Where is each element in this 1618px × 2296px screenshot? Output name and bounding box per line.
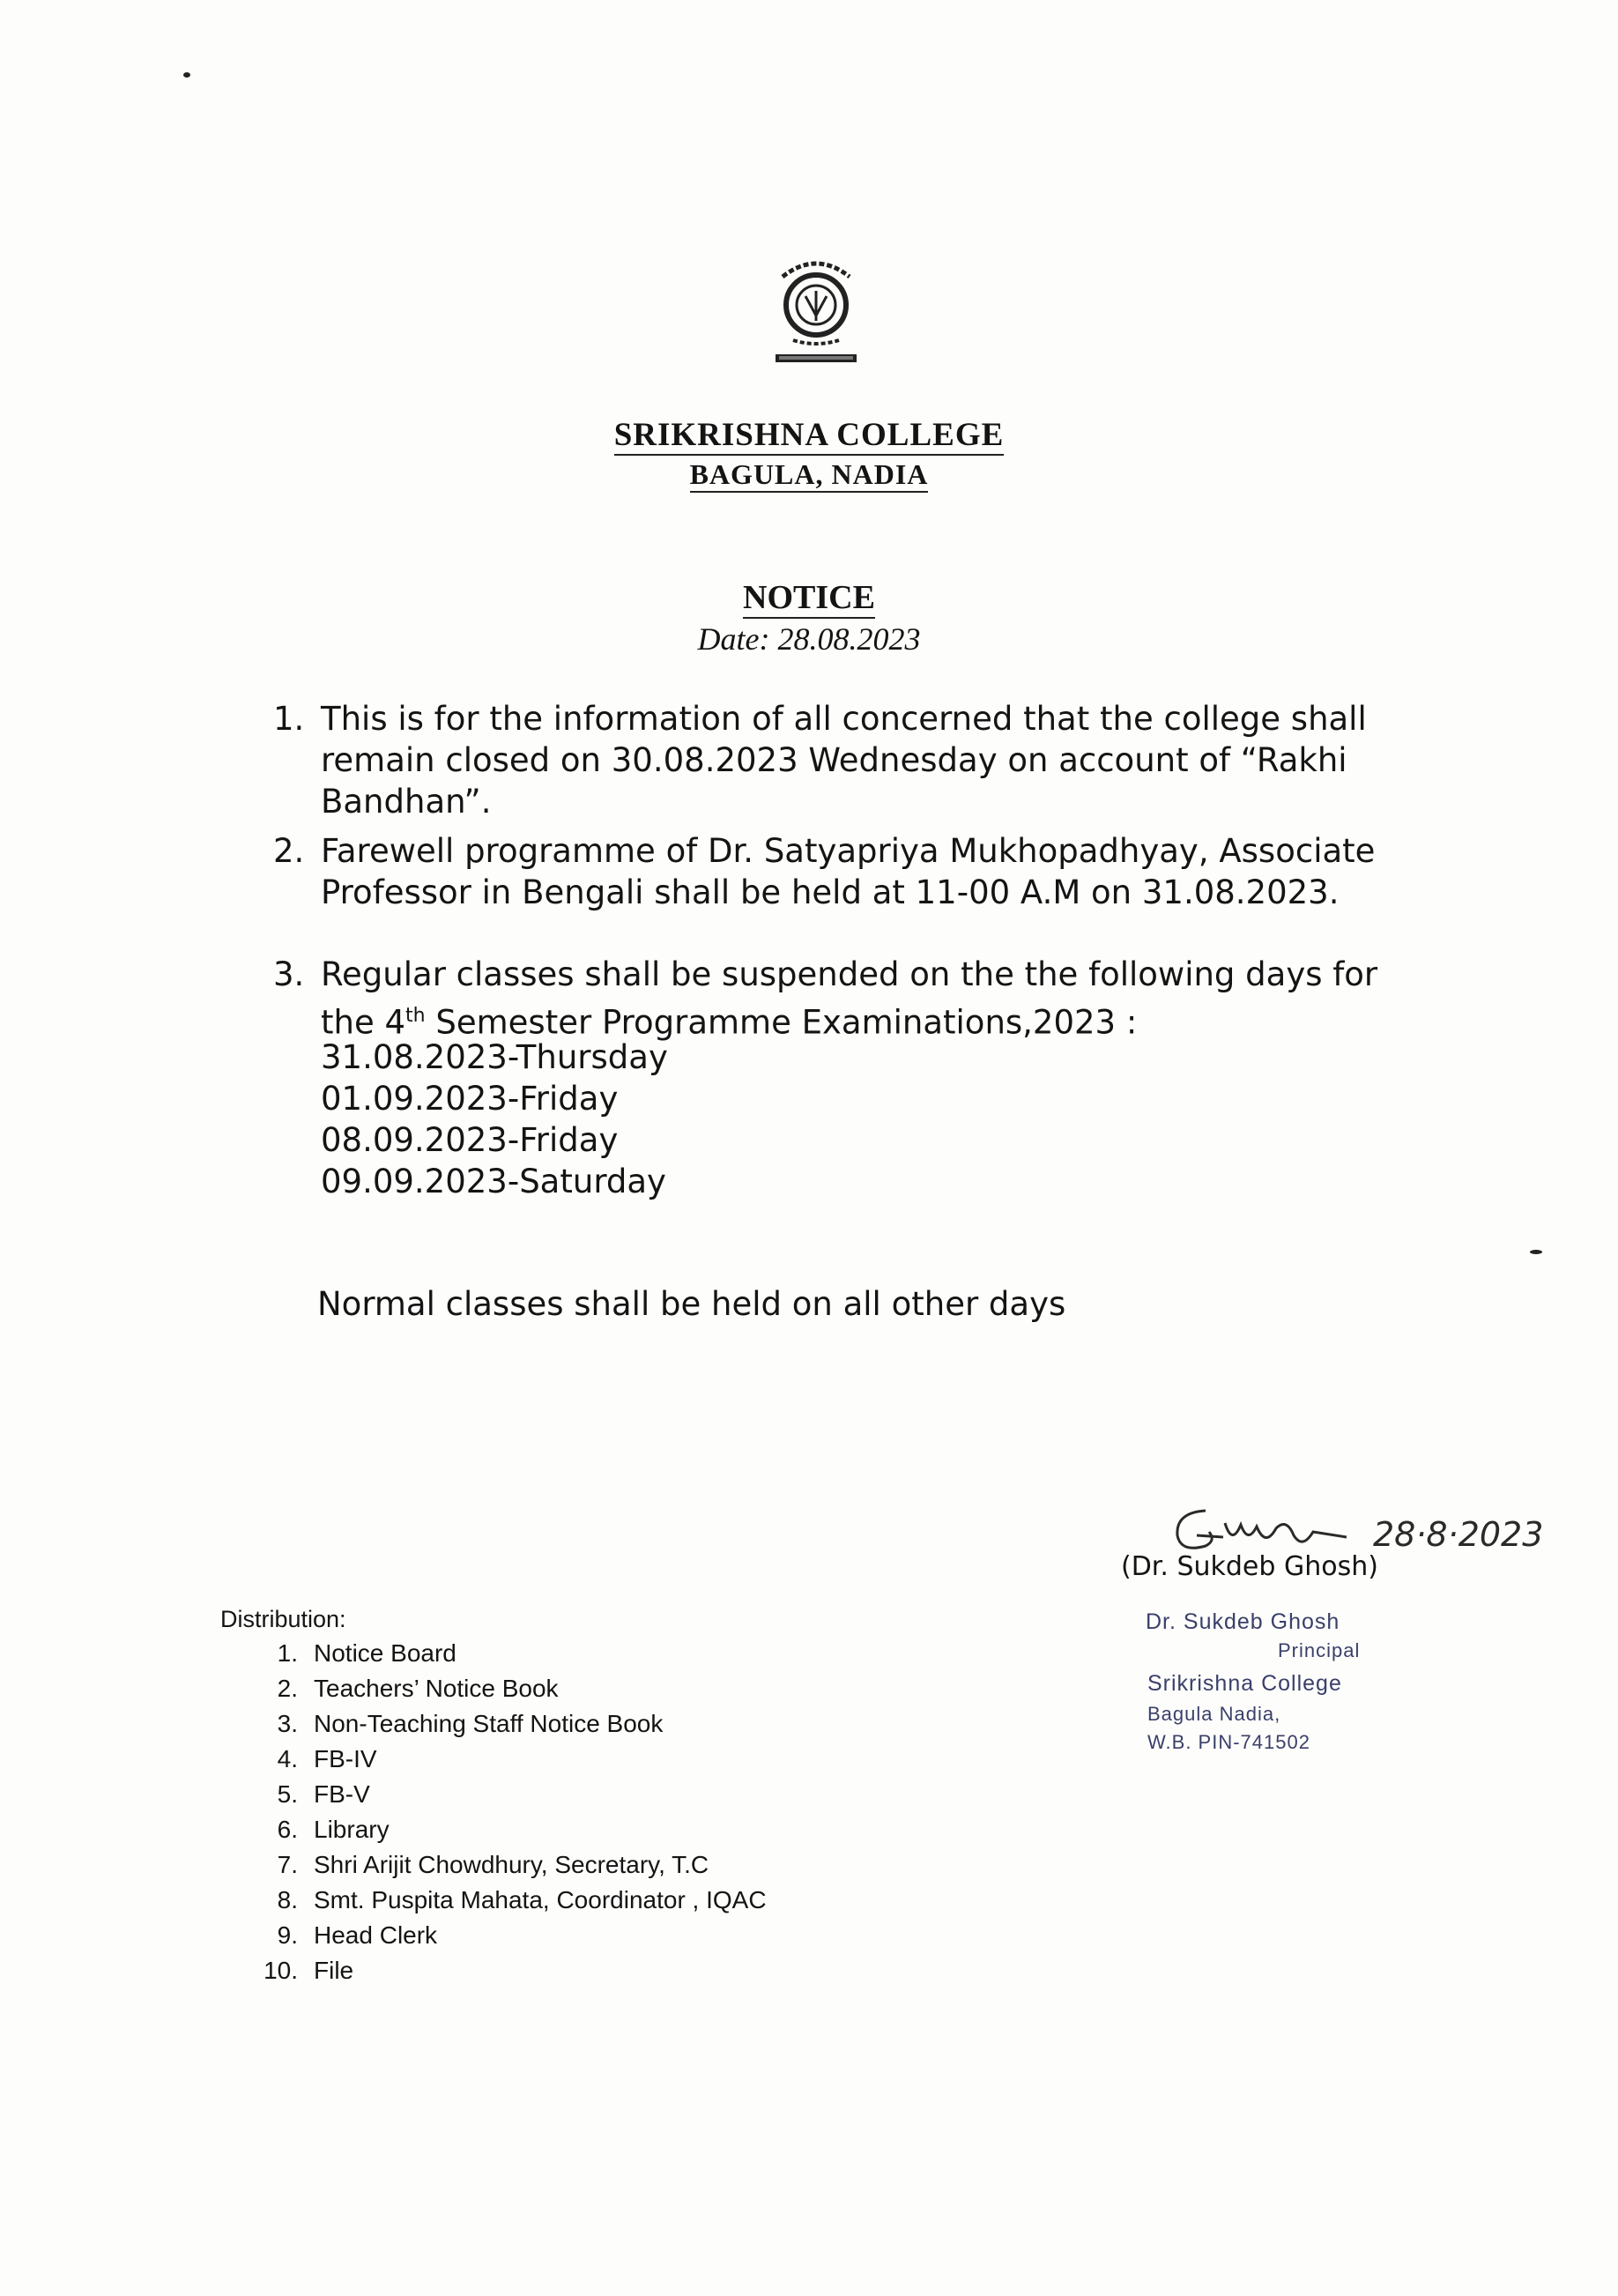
distribution-item: 5. FB-V (277, 1780, 370, 1808)
notice-title: NOTICE (0, 578, 1618, 617)
distribution-item: 9. Head Clerk (277, 1921, 438, 1949)
svg-text:28·8·2023: 28·8·2023 (1373, 1515, 1544, 1554)
exam-day: 31.08.2023-Thursday (321, 1038, 668, 1076)
item-line: the 4th Semester Programme Examinations,2023 : (321, 1003, 1138, 1042)
distribution-item: 2. Teachers’ Notice Book (277, 1675, 559, 1702)
exam-day: 09.09.2023-Saturday (321, 1163, 666, 1200)
distribution-item: 1. Notice Board (277, 1639, 456, 1667)
distribution-item: 6. Library (277, 1816, 390, 1843)
normal-classes-note: Normal classes shall be held on all other days (317, 1285, 1066, 1323)
item-line: remain closed on 30.08.2023 Wednesday on account of “Rakhi (321, 741, 1347, 779)
exam-days-list (321, 1037, 668, 1202)
item-line: This is for the information of all concerned that the college shall (321, 700, 1367, 738)
item-number: 3. (273, 955, 305, 993)
notice-item-2 (273, 830, 1419, 913)
item-number: 2. (273, 832, 305, 870)
item-number: 1. (273, 700, 305, 738)
distribution-item: 4. FB-IV (277, 1745, 377, 1772)
college-emblem-logo (763, 250, 869, 374)
distribution-item: 10. File (263, 1957, 354, 1984)
stamp-line: Srikrishna College (1147, 1671, 1342, 1696)
notice-date: Date: 28.08.2023 (697, 621, 921, 657)
stamp-line: Bagula Nadia, (1147, 1703, 1281, 1725)
stamp-line: W.B. PIN-741502 (1147, 1731, 1310, 1753)
scan-speck (183, 72, 190, 78)
distribution-label: Distribution: (220, 1606, 346, 1632)
notice-item-3 (273, 954, 1419, 1043)
college-name: SRIKRISHNA COLLEGE (0, 416, 1618, 454)
item-line: Professor in Bengali shall be held at 11-00 A.M on 31.08.2023. (321, 873, 1340, 911)
exam-day: 01.09.2023-Friday (321, 1080, 619, 1118)
distribution-item: 7. Shri Arijit Chowdhury, Secretary, T.C (277, 1851, 709, 1878)
item-line: Farewell programme of Dr. Satyapriya Mukhopadhyay, Associate (321, 832, 1376, 870)
distribution-item: 8. Smt. Puspita Mahata, Coordinator , IQAC (277, 1886, 767, 1913)
item-line: Bandhan”. (321, 783, 492, 821)
item-line: Regular classes shall be suspended on the the following days for (321, 955, 1378, 993)
distribution-item: 3. Non-Teaching Staff Notice Book (277, 1710, 664, 1737)
scan-speck (1530, 1250, 1542, 1254)
stamp-line: Principal (1278, 1639, 1361, 1661)
signer-name: (Dr. Sukdeb Ghosh) (1121, 1551, 1378, 1582)
stamp-line: Dr. Sukdeb Ghosh (1146, 1609, 1340, 1634)
exam-day: 08.09.2023-Friday (321, 1121, 619, 1159)
notice-item-1 (273, 698, 1419, 822)
college-address: BAGULA, NADIA (0, 458, 1618, 491)
